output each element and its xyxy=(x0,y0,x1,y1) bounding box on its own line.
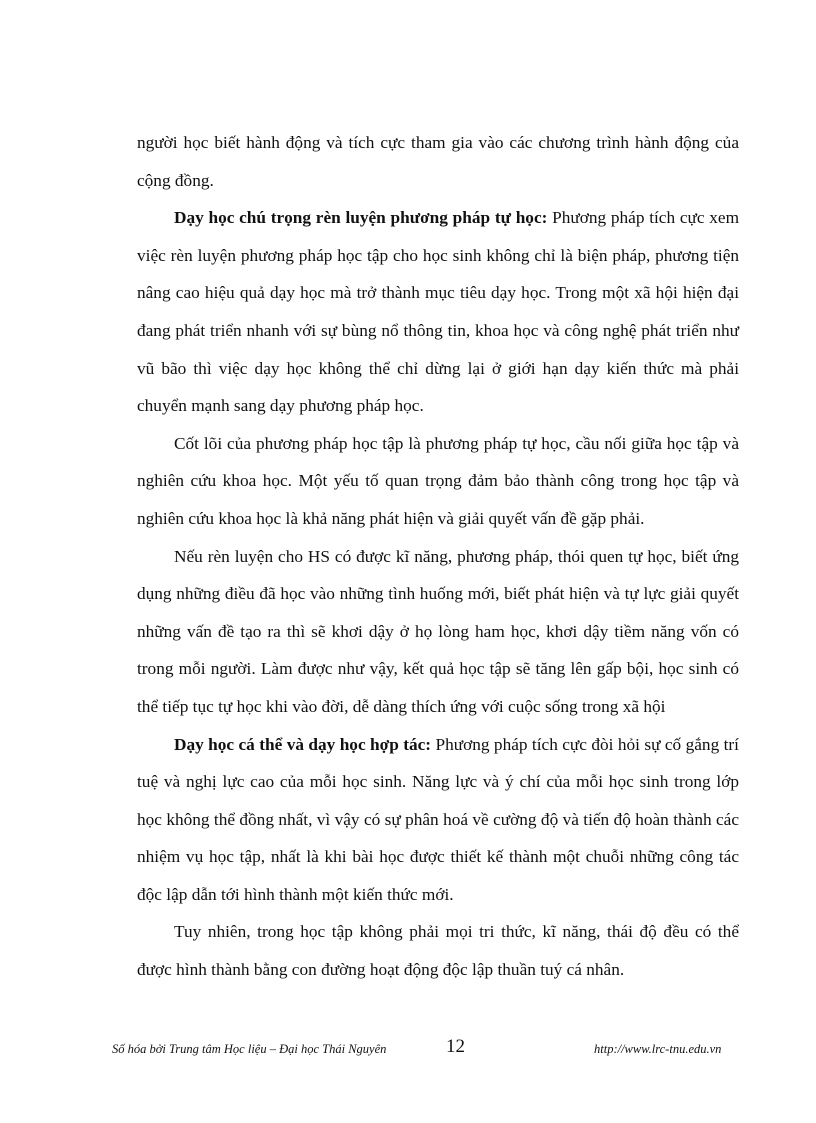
footer-url: http://www.lrc-tnu.edu.vn xyxy=(594,1042,722,1056)
paragraph-text: Tuy nhiên, trong học tập không phải mọi tri thức, kĩ năng, thái độ đều có thể được hình thành bằng con đường hoạt động độc lập thuần tuý cá nhân. xyxy=(137,922,739,980)
document-body xyxy=(137,124,739,989)
paragraph-text: Cốt lõi của phương pháp học tập là phương pháp tự học, cầu nối giữa học tập và nghiên cứu khoa học. Một yếu tố quan trọng đảm bảo thành công trong học tập và nghiên cứu khoa học là khả năng phát hiện và giải quyết vấn đề gặp phải. xyxy=(137,433,739,528)
paragraph-skills xyxy=(137,538,739,726)
paragraph-self-study xyxy=(137,199,739,425)
paragraph-heading: Dạy học cá thể và dạy học hợp tác: xyxy=(174,734,432,754)
paragraph-core-method xyxy=(137,425,739,538)
paragraph-text: Phương pháp tích cực đòi hỏi sự cố gắng trí tuệ và nghị lực cao của mỗi học sinh. Năng lực và ý chí của mỗi học sinh trong lớp học không thể đồng nhất, vì vậy có sự phân hoá về cường độ và tiến độ hoàn thành các nhiệm vụ học tập, nhất là khi bài học được thiết kế thành một chuỗi những công tác độc lập dẫn tới hình thành một kiến thức mới. xyxy=(137,734,739,904)
page-number: 12 xyxy=(446,1036,465,1057)
page-footer xyxy=(0,1035,816,1065)
footer-source: Số hóa bởi Trung tâm Học liệu – Đại học Thái Nguyên xyxy=(112,1042,387,1056)
paragraph-however xyxy=(137,913,739,988)
paragraph-text: Nếu rèn luyện cho HS có được kĩ năng, phương pháp, thói quen tự học, biết ứng dụng những điều đã học vào những tình huống mới, biết phát hiện và tự lực giải quyết những vấn đề tạo ra thì sẽ khơi dậy ở họ lòng ham học, khơi dậy tiềm năng vốn có trong mỗi người. Làm được như vậy, kết quả học tập sẽ tăng lên gấp bội, học sinh có thể tiếp tục tự học khi vào đời, dễ dàng thích ứng với cuộc sống trong xã hội xyxy=(137,546,739,716)
paragraph-heading: Dạy học chú trọng rèn luyện phương pháp tự học: xyxy=(174,208,548,228)
paragraph-text: người học biết hành động và tích cực tham gia vào các chương trình hành động của cộng đồng. xyxy=(137,133,739,190)
paragraph-continuation xyxy=(137,124,739,199)
paragraph-text: Phương pháp tích cực xem việc rèn luyện phương pháp học tập cho học sinh không chỉ là biện pháp, phương tiện nâng cao hiệu quả dạy học mà trở thành mục tiêu dạy học. Trong một xã hội hiện đại đang phát triển nhanh với sự bùng nổ thông tin, khoa học và công nghệ phát triển như vũ bão thì việc dạy học không thể chỉ dừng lại ở giới hạn dạy kiến thức mà phải chuyển mạnh sang dạy phương pháp học. xyxy=(137,208,740,416)
paragraph-individual-cooperative xyxy=(137,726,739,914)
